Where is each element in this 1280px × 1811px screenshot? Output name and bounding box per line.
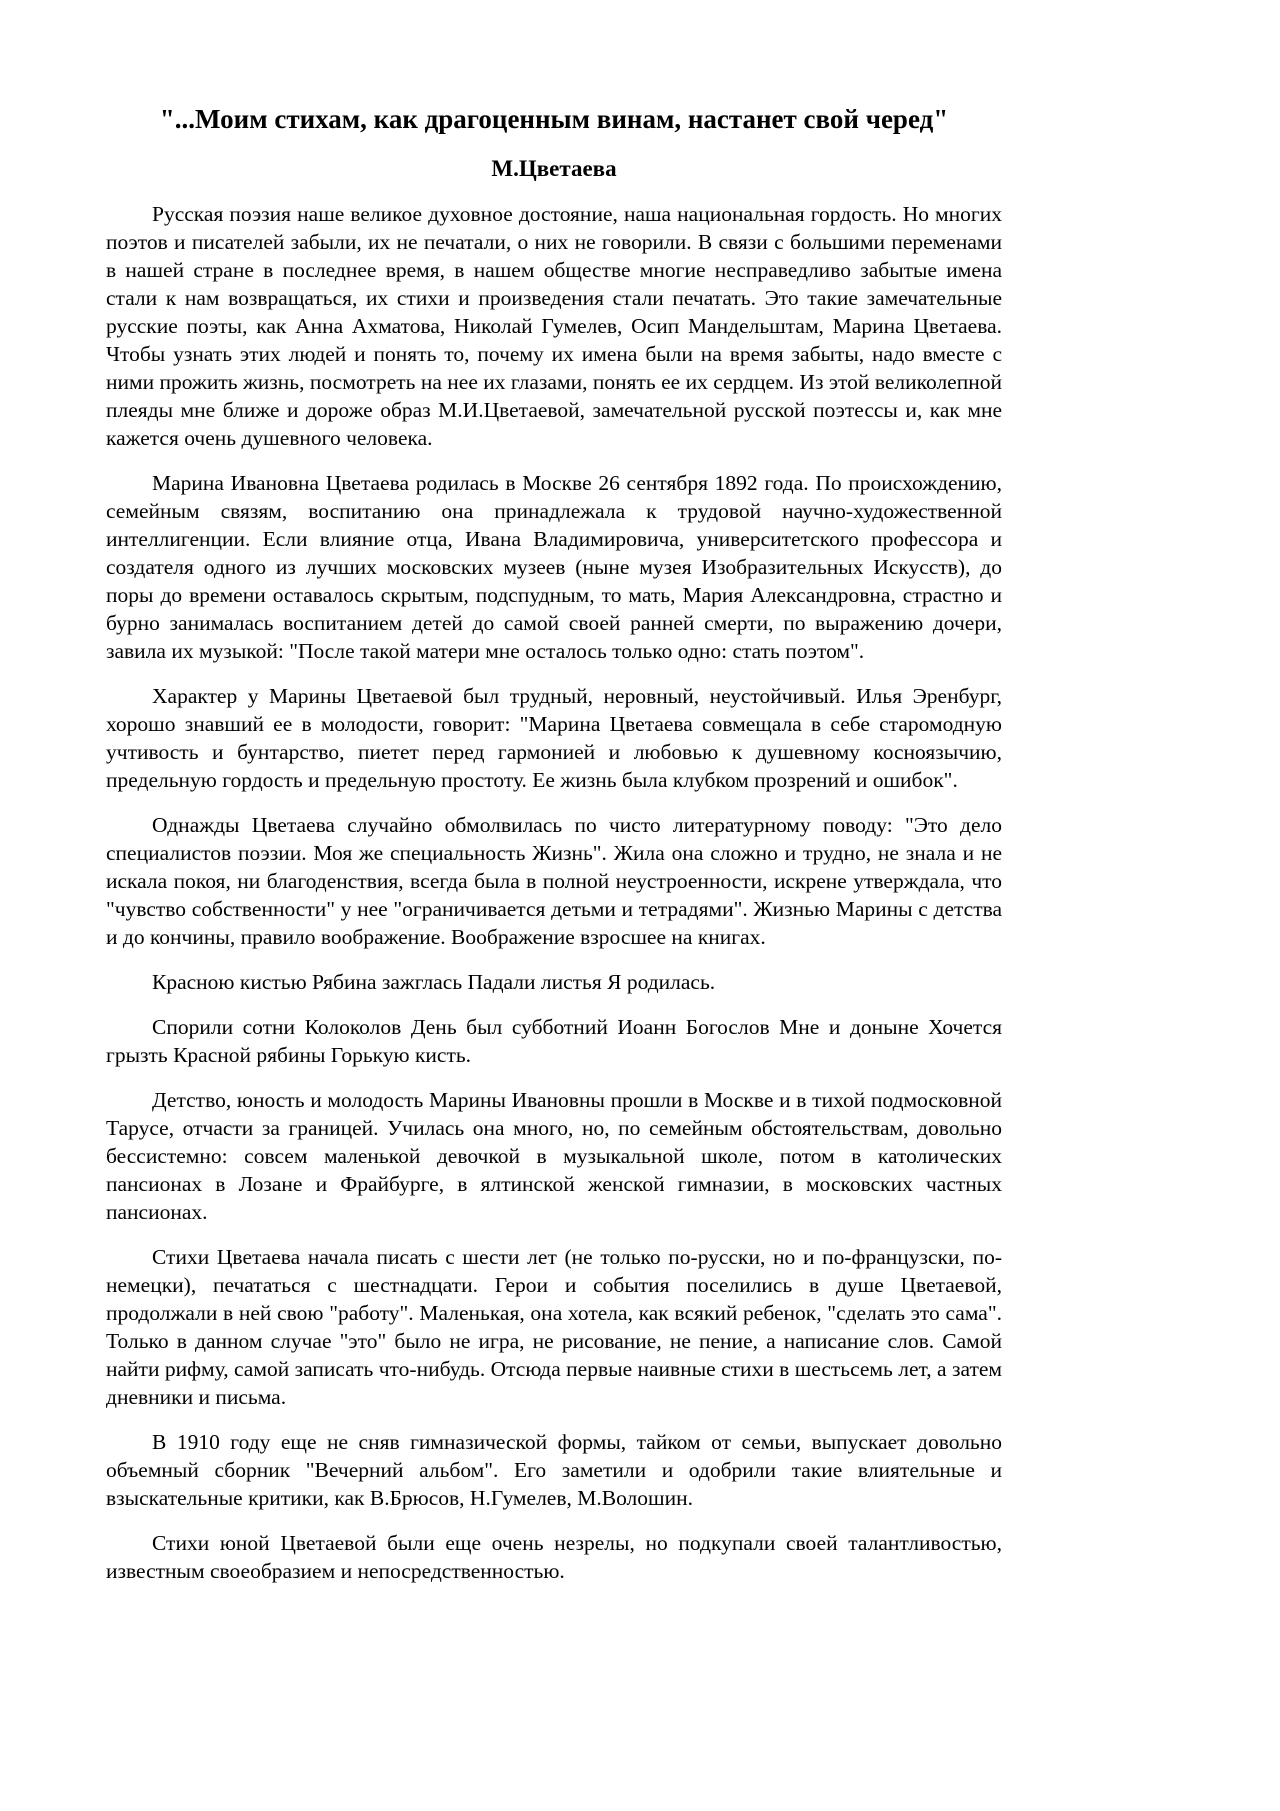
document-paragraph: Красною кистью Рябина зажглась Падали листья Я родилась. (152, 970, 716, 994)
document-body (106, 200, 1002, 1585)
document-paragraph: Марина Ивановна Цветаева родилась в Москве 26 сентября 1892 года. По происхождению, семейным связям, воспитанию она принадлежала к трудовой научно-художественной интеллигенции. Если влияние отца, Ивана Владимировича, университетского профессора и создателя одного из лучших московских музеев (ныне музея Изобразительных Искусств), до поры до времени оставалось скрытым, подспудным, то мать, Мария Александровна, страстно и бурно занималась воспитанием детей до самой своей ранней смерти, по выражению дочери, завила их музыкой: "После такой матери мне осталось только одно: стать поэтом". (106, 471, 1002, 663)
document-paragraph: Спорили сотни Колоколов День был субботний Иоанн Богослов Мне и доныне Хочется грызть Красной рябины Горькую кисть. (106, 1015, 1002, 1067)
document-title: "...Моим стихам, как драгоценным винам, настанет свой черед" (159, 104, 949, 134)
document-author: М.Цветаева (491, 156, 617, 181)
document-paragraph: Однажды Цветаева случайно обмолвилась по чисто литературному поводу: "Это дело специалистов поэзии. Моя же специальность Жизнь". Жила она сложно и трудно, не знала и не искала покоя, ни благоденствия, всегда была в полной неустроенности, искрене утверждала, что "чувство собственности" у нее "ограничивается детьми и тетрадями". Жизнью Марины с детства и до кончины, правило воображение. Воображение взросшее на книгах. (106, 813, 1002, 949)
document-paragraph: Русская поэзия наше великое духовное достояние, наша национальная гордость. Но многих поэтов и писателей забыли, их не печатали, о них не говорили. В связи с большими переменами в нашей стране в последнее время, в нашем обществе многие несправедливо забытые имена стали к нам возвращаться, их стихи и произведения стали печатать. Это такие замечательные русские поэты, как Анна Ахматова, Николай Гумелев, Осип Мандельштам, Марина Цветаева. Чтобы узнать этих людей и понять то, почему их имена были на время забыты, надо вместе с ними прожить жизнь, посмотреть на нее их глазами, понять ее их сердцем. Из этой великолепной плеяды мне ближе и дороже образ М.И.Цветаевой, замечательной русской поэтессы и, как мне кажется очень душевного человека. (106, 202, 1002, 450)
document-paragraph: Стихи юной Цветаевой были еще очень незрелы, но подкупали своей талантливостью, известным своеобразием и непосредственностью. (106, 1531, 1002, 1583)
document-paragraph: Характер у Марины Цветаевой был трудный, неровный, неустойчивый. Илья Эренбург, хорошо знавший ее в молодости, говорит: "Марина Цветаева совмещала в себе старомодную учтивость и бунтарство, пиетет перед гармонией и любовью к душевному косноязычию, предельную гордость и предельную простоту. Ее жизнь была клубком прозрений и ошибок". (106, 684, 1002, 792)
document-paragraph: Стихи Цветаева начала писать с шести лет (не только по-русски, но и по-французски, по-немецки), печататься с шестнадцати. Герои и события поселились в душе Цветаевой, продолжали в ней свою "работу". Маленькая, она хотела, как всякий ребенок, "сделать это сама". Только в данном случае "это" было не игра, не рисование, не пение, а написание слов. Самой найти рифму, самой записать что-нибудь. Отсюда первые наивные стихи в шестьсемь лет, а затем дневники и письма. (106, 1245, 1002, 1409)
document-paragraph: В 1910 году еще не сняв гимназической формы, тайком от семьи, выпускает довольно объемный сборник "Вечерний альбом". Его заметили и одобрили такие влиятельные и взыскательные критики, как В.Брюсов, Н.Гумелев, М.Волошин. (106, 1430, 1002, 1510)
document-paragraph: Детство, юность и молодость Марины Ивановны прошли в Москве и в тихой подмосковной Тарусе, отчасти за границей. Училась она много, но, по семейным обстоятельствам, довольно бессистемно: совсем маленькой девочкой в музыкальной школе, потом в католических пансионах в Лозане и Фрайбурге, в ялтинской женской гимназии, в московских частных пансионах. (106, 1088, 1002, 1224)
